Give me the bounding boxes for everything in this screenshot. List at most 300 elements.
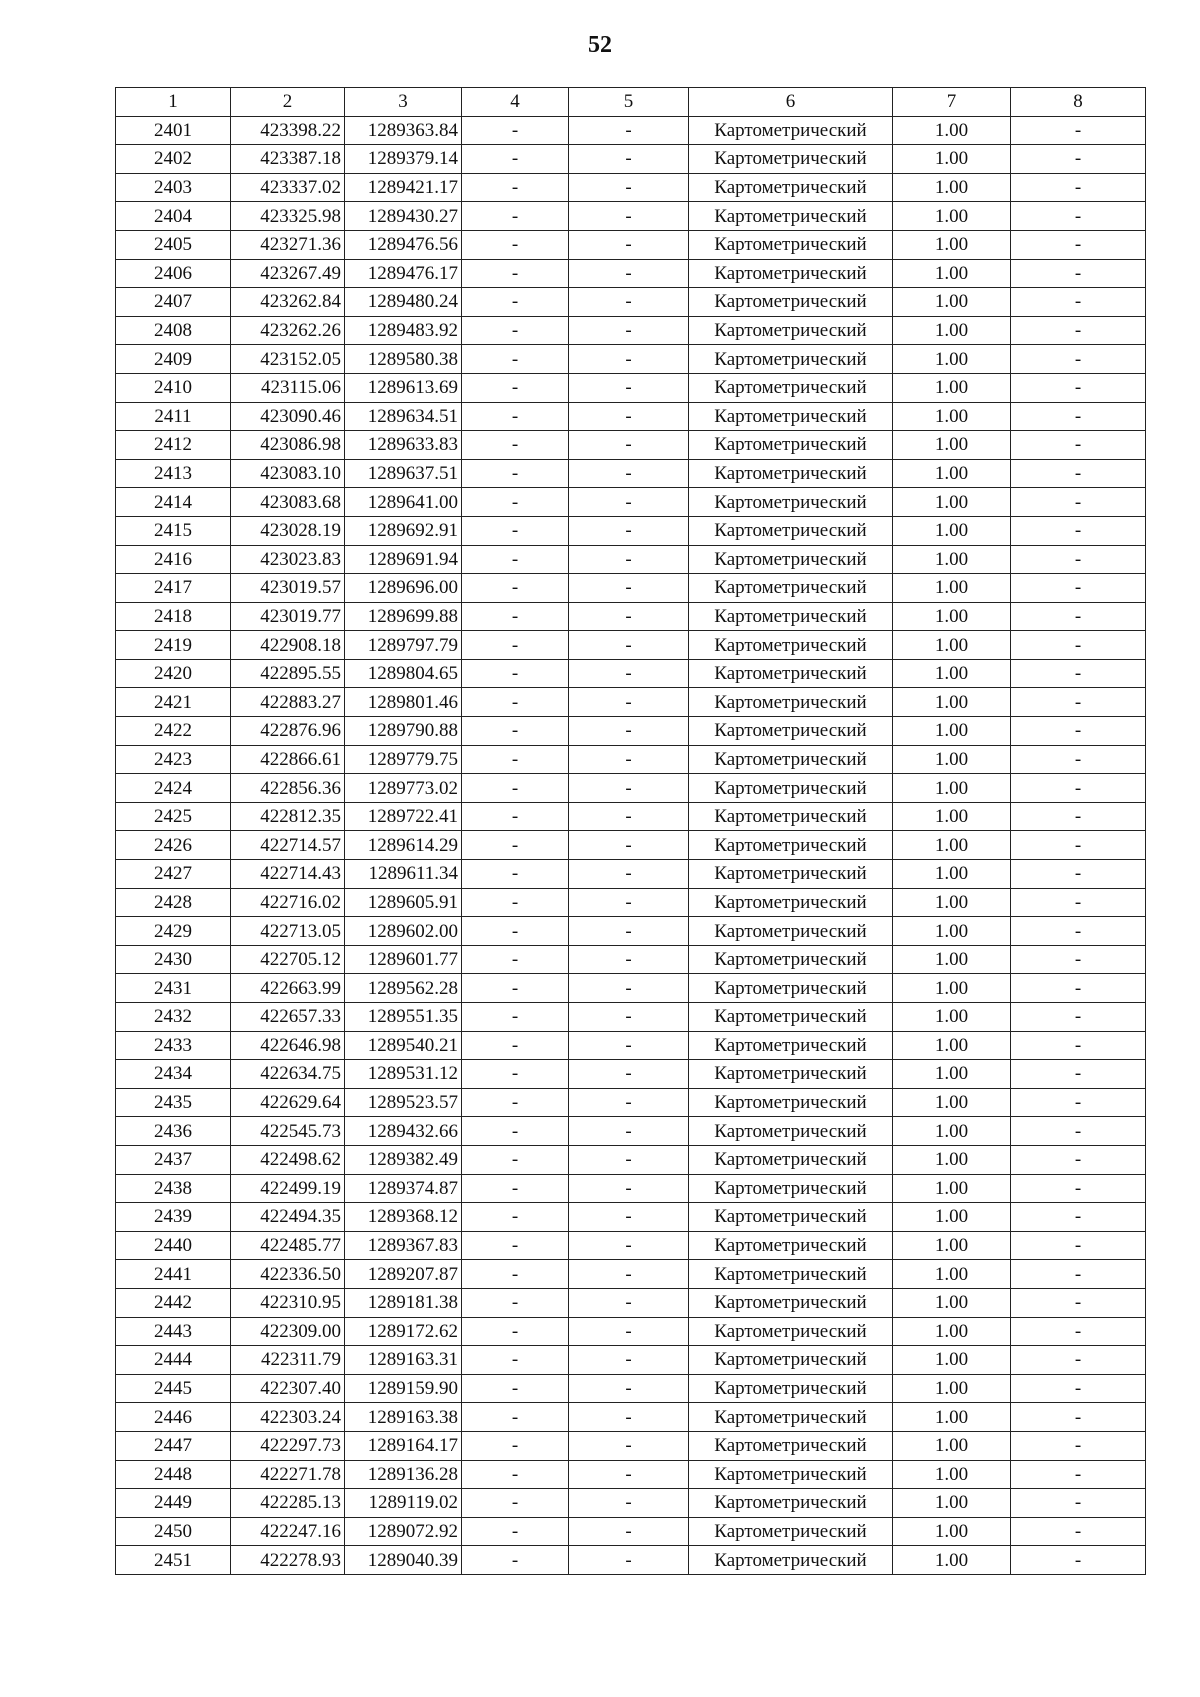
cell-x-coordinate: 422908.18: [231, 631, 345, 660]
cell-y-coordinate: 1289699.88: [345, 602, 462, 631]
table-row: [116, 316, 1146, 345]
cell-x-coordinate: 422309.00: [231, 1317, 345, 1346]
table-row: [116, 202, 1146, 231]
cell-column-5: -: [569, 1489, 689, 1518]
cell-accuracy: 1.00: [893, 831, 1011, 860]
cell-column-5: -: [569, 1088, 689, 1117]
cell-y-coordinate: 1289797.79: [345, 631, 462, 660]
cell-y-coordinate: 1289613.69: [345, 373, 462, 402]
cell-method: Картометрический: [689, 1431, 893, 1460]
cell-column-5: -: [569, 659, 689, 688]
table-row: [116, 1374, 1146, 1403]
table-body: [116, 116, 1146, 1574]
cell-x-coordinate: 422311.79: [231, 1346, 345, 1375]
cell-column-8: -: [1011, 1060, 1146, 1089]
cell-accuracy: 1.00: [893, 774, 1011, 803]
cell-column-5: -: [569, 802, 689, 831]
cell-column-8: -: [1011, 659, 1146, 688]
cell-point-number: 2409: [116, 345, 231, 374]
cell-point-number: 2419: [116, 631, 231, 660]
table-row: [116, 1546, 1146, 1575]
cell-accuracy: 1.00: [893, 1517, 1011, 1546]
cell-column-8: -: [1011, 574, 1146, 603]
cell-method: Картометрический: [689, 345, 893, 374]
cell-y-coordinate: 1289601.77: [345, 945, 462, 974]
cell-y-coordinate: 1289602.00: [345, 917, 462, 946]
cell-column-4: -: [462, 545, 569, 574]
cell-method: Картометрический: [689, 288, 893, 317]
cell-x-coordinate: 423387.18: [231, 145, 345, 174]
column-header-3: 3: [345, 88, 462, 117]
cell-y-coordinate: 1289801.46: [345, 688, 462, 717]
cell-accuracy: 1.00: [893, 1060, 1011, 1089]
cell-accuracy: 1.00: [893, 202, 1011, 231]
cell-method: Картометрический: [689, 116, 893, 145]
table-row: [116, 259, 1146, 288]
cell-column-5: -: [569, 345, 689, 374]
cell-column-4: -: [462, 1003, 569, 1032]
cell-y-coordinate: 1289379.14: [345, 145, 462, 174]
page-number: 52: [588, 32, 612, 58]
cell-method: Картометрический: [689, 1088, 893, 1117]
cell-column-8: -: [1011, 402, 1146, 431]
table-row: [116, 945, 1146, 974]
table-header-row: [116, 88, 1146, 117]
cell-y-coordinate: 1289040.39: [345, 1546, 462, 1575]
cell-column-8: -: [1011, 1031, 1146, 1060]
cell-point-number: 2446: [116, 1403, 231, 1432]
cell-column-8: -: [1011, 173, 1146, 202]
table-row: [116, 488, 1146, 517]
cell-point-number: 2425: [116, 802, 231, 831]
table-row: [116, 688, 1146, 717]
cell-point-number: 2429: [116, 917, 231, 946]
cell-method: Картометрический: [689, 717, 893, 746]
cell-column-5: -: [569, 545, 689, 574]
cell-column-8: -: [1011, 1431, 1146, 1460]
cell-method: Картометрический: [689, 1460, 893, 1489]
cell-point-number: 2424: [116, 774, 231, 803]
cell-accuracy: 1.00: [893, 145, 1011, 174]
cell-point-number: 2427: [116, 860, 231, 889]
cell-y-coordinate: 1289163.38: [345, 1403, 462, 1432]
cell-accuracy: 1.00: [893, 745, 1011, 774]
table-row: [116, 659, 1146, 688]
cell-x-coordinate: 422812.35: [231, 802, 345, 831]
cell-column-4: -: [462, 860, 569, 889]
cell-column-8: -: [1011, 831, 1146, 860]
cell-column-4: -: [462, 316, 569, 345]
cell-column-4: -: [462, 1088, 569, 1117]
table-row: [116, 917, 1146, 946]
column-header-4: 4: [462, 88, 569, 117]
cell-column-4: -: [462, 1403, 569, 1432]
cell-column-4: -: [462, 602, 569, 631]
cell-point-number: 2442: [116, 1288, 231, 1317]
table-row: [116, 1231, 1146, 1260]
cell-point-number: 2441: [116, 1260, 231, 1289]
cell-x-coordinate: 422297.73: [231, 1431, 345, 1460]
cell-column-4: -: [462, 688, 569, 717]
cell-y-coordinate: 1289480.24: [345, 288, 462, 317]
cell-column-4: -: [462, 1145, 569, 1174]
table-row: [116, 1174, 1146, 1203]
cell-point-number: 2408: [116, 316, 231, 345]
cell-accuracy: 1.00: [893, 1431, 1011, 1460]
cell-column-4: -: [462, 173, 569, 202]
cell-column-4: -: [462, 917, 569, 946]
cell-column-4: -: [462, 402, 569, 431]
cell-column-4: -: [462, 1346, 569, 1375]
cell-y-coordinate: 1289773.02: [345, 774, 462, 803]
cell-column-5: -: [569, 745, 689, 774]
table-row: [116, 717, 1146, 746]
cell-point-number: 2451: [116, 1546, 231, 1575]
cell-x-coordinate: 422714.57: [231, 831, 345, 860]
cell-point-number: 2430: [116, 945, 231, 974]
cell-point-number: 2407: [116, 288, 231, 317]
cell-x-coordinate: 423083.68: [231, 488, 345, 517]
cell-column-8: -: [1011, 1403, 1146, 1432]
table-row: [116, 1403, 1146, 1432]
cell-accuracy: 1.00: [893, 345, 1011, 374]
cell-column-5: -: [569, 1546, 689, 1575]
cell-x-coordinate: 422876.96: [231, 717, 345, 746]
cell-column-8: -: [1011, 116, 1146, 145]
cell-point-number: 2439: [116, 1203, 231, 1232]
cell-y-coordinate: 1289181.38: [345, 1288, 462, 1317]
cell-column-4: -: [462, 373, 569, 402]
cell-method: Картометрический: [689, 831, 893, 860]
column-header-7: 7: [893, 88, 1011, 117]
cell-y-coordinate: 1289483.92: [345, 316, 462, 345]
cell-y-coordinate: 1289421.17: [345, 173, 462, 202]
cell-y-coordinate: 1289159.90: [345, 1374, 462, 1403]
cell-x-coordinate: 422705.12: [231, 945, 345, 974]
cell-y-coordinate: 1289562.28: [345, 974, 462, 1003]
cell-column-8: -: [1011, 1546, 1146, 1575]
cell-method: Картометрический: [689, 1346, 893, 1375]
cell-column-5: -: [569, 145, 689, 174]
cell-accuracy: 1.00: [893, 431, 1011, 460]
cell-method: Картометрический: [689, 1403, 893, 1432]
cell-accuracy: 1.00: [893, 1088, 1011, 1117]
cell-column-8: -: [1011, 488, 1146, 517]
cell-point-number: 2433: [116, 1031, 231, 1060]
cell-x-coordinate: 423267.49: [231, 259, 345, 288]
cell-point-number: 2440: [116, 1231, 231, 1260]
cell-method: Картометрический: [689, 917, 893, 946]
cell-accuracy: 1.00: [893, 1374, 1011, 1403]
cell-point-number: 2448: [116, 1460, 231, 1489]
cell-x-coordinate: 422657.33: [231, 1003, 345, 1032]
cell-column-5: -: [569, 860, 689, 889]
cell-x-coordinate: 422271.78: [231, 1460, 345, 1489]
cell-column-5: -: [569, 631, 689, 660]
cell-column-5: -: [569, 1060, 689, 1089]
cell-accuracy: 1.00: [893, 1346, 1011, 1375]
cell-column-8: -: [1011, 373, 1146, 402]
cell-method: Картометрический: [689, 545, 893, 574]
cell-method: Картометрический: [689, 431, 893, 460]
cell-column-5: -: [569, 288, 689, 317]
cell-y-coordinate: 1289540.21: [345, 1031, 462, 1060]
cell-method: Картометрический: [689, 1317, 893, 1346]
cell-method: Картометрический: [689, 974, 893, 1003]
cell-method: Картометрический: [689, 373, 893, 402]
cell-point-number: 2447: [116, 1431, 231, 1460]
cell-x-coordinate: 422895.55: [231, 659, 345, 688]
table-row: [116, 1060, 1146, 1089]
cell-accuracy: 1.00: [893, 116, 1011, 145]
cell-method: Картометрический: [689, 1031, 893, 1060]
cell-method: Картометрический: [689, 602, 893, 631]
cell-column-5: -: [569, 1346, 689, 1375]
cell-column-5: -: [569, 459, 689, 488]
cell-x-coordinate: 422629.64: [231, 1088, 345, 1117]
cell-method: Картометрический: [689, 1489, 893, 1518]
cell-method: Картометрический: [689, 259, 893, 288]
cell-y-coordinate: 1289430.27: [345, 202, 462, 231]
table-row: [116, 459, 1146, 488]
cell-y-coordinate: 1289696.00: [345, 574, 462, 603]
cell-accuracy: 1.00: [893, 1260, 1011, 1289]
cell-column-4: -: [462, 202, 569, 231]
cell-point-number: 2438: [116, 1174, 231, 1203]
cell-accuracy: 1.00: [893, 1489, 1011, 1518]
cell-point-number: 2437: [116, 1145, 231, 1174]
cell-column-8: -: [1011, 345, 1146, 374]
cell-column-8: -: [1011, 230, 1146, 259]
table-row: [116, 831, 1146, 860]
cell-point-number: 2401: [116, 116, 231, 145]
cell-method: Картометрический: [689, 945, 893, 974]
cell-column-5: -: [569, 1260, 689, 1289]
cell-column-4: -: [462, 1117, 569, 1146]
cell-point-number: 2449: [116, 1489, 231, 1518]
cell-x-coordinate: 423028.19: [231, 516, 345, 545]
cell-column-8: -: [1011, 1203, 1146, 1232]
table-row: [116, 1346, 1146, 1375]
cell-x-coordinate: 423115.06: [231, 373, 345, 402]
cell-x-coordinate: 422634.75: [231, 1060, 345, 1089]
cell-accuracy: 1.00: [893, 516, 1011, 545]
cell-column-5: -: [569, 831, 689, 860]
cell-method: Картометрический: [689, 145, 893, 174]
table-row: [116, 288, 1146, 317]
cell-x-coordinate: 422663.99: [231, 974, 345, 1003]
cell-column-5: -: [569, 1174, 689, 1203]
cell-column-8: -: [1011, 1145, 1146, 1174]
cell-column-5: -: [569, 1317, 689, 1346]
table-row: [116, 1203, 1146, 1232]
cell-column-5: -: [569, 173, 689, 202]
cell-method: Картометрический: [689, 1060, 893, 1089]
cell-y-coordinate: 1289634.51: [345, 402, 462, 431]
cell-y-coordinate: 1289072.92: [345, 1517, 462, 1546]
cell-column-8: -: [1011, 888, 1146, 917]
cell-method: Картометрический: [689, 574, 893, 603]
cell-point-number: 2432: [116, 1003, 231, 1032]
cell-point-number: 2411: [116, 402, 231, 431]
cell-x-coordinate: 422545.73: [231, 1117, 345, 1146]
cell-column-8: -: [1011, 945, 1146, 974]
table-row: [116, 888, 1146, 917]
cell-method: Картометрический: [689, 202, 893, 231]
cell-column-5: -: [569, 1117, 689, 1146]
cell-point-number: 2422: [116, 717, 231, 746]
cell-y-coordinate: 1289382.49: [345, 1145, 462, 1174]
cell-method: Картометрический: [689, 1203, 893, 1232]
cell-x-coordinate: 423152.05: [231, 345, 345, 374]
cell-column-8: -: [1011, 1288, 1146, 1317]
cell-point-number: 2402: [116, 145, 231, 174]
column-header-5: 5: [569, 88, 689, 117]
cell-point-number: 2420: [116, 659, 231, 688]
cell-column-5: -: [569, 431, 689, 460]
cell-column-5: -: [569, 1431, 689, 1460]
cell-x-coordinate: 423271.36: [231, 230, 345, 259]
cell-x-coordinate: 423398.22: [231, 116, 345, 145]
cell-accuracy: 1.00: [893, 1288, 1011, 1317]
cell-accuracy: 1.00: [893, 545, 1011, 574]
cell-method: Картометрический: [689, 1117, 893, 1146]
cell-y-coordinate: 1289172.62: [345, 1317, 462, 1346]
cell-y-coordinate: 1289692.91: [345, 516, 462, 545]
table-row: [116, 802, 1146, 831]
cell-column-4: -: [462, 774, 569, 803]
table-row: [116, 1117, 1146, 1146]
cell-column-8: -: [1011, 774, 1146, 803]
cell-column-8: -: [1011, 1231, 1146, 1260]
cell-point-number: 2426: [116, 831, 231, 860]
table-row: [116, 1003, 1146, 1032]
cell-x-coordinate: 422856.36: [231, 774, 345, 803]
cell-y-coordinate: 1289580.38: [345, 345, 462, 374]
cell-column-8: -: [1011, 1489, 1146, 1518]
cell-y-coordinate: 1289119.02: [345, 1489, 462, 1518]
cell-accuracy: 1.00: [893, 1403, 1011, 1432]
cell-column-4: -: [462, 431, 569, 460]
cell-column-8: -: [1011, 545, 1146, 574]
cell-point-number: 2423: [116, 745, 231, 774]
cell-x-coordinate: 422307.40: [231, 1374, 345, 1403]
cell-accuracy: 1.00: [893, 1117, 1011, 1146]
table-row: [116, 1431, 1146, 1460]
cell-point-number: 2404: [116, 202, 231, 231]
cell-method: Картометрический: [689, 402, 893, 431]
cell-point-number: 2421: [116, 688, 231, 717]
cell-column-4: -: [462, 1374, 569, 1403]
cell-accuracy: 1.00: [893, 1174, 1011, 1203]
cell-column-5: -: [569, 402, 689, 431]
cell-column-4: -: [462, 802, 569, 831]
table-row: [116, 974, 1146, 1003]
cell-column-8: -: [1011, 688, 1146, 717]
cell-column-4: -: [462, 945, 569, 974]
cell-column-4: -: [462, 1031, 569, 1060]
cell-column-4: -: [462, 1517, 569, 1546]
cell-column-4: -: [462, 116, 569, 145]
cell-accuracy: 1.00: [893, 1317, 1011, 1346]
cell-accuracy: 1.00: [893, 1031, 1011, 1060]
cell-x-coordinate: 423023.83: [231, 545, 345, 574]
cell-accuracy: 1.00: [893, 659, 1011, 688]
table-row: [116, 373, 1146, 402]
cell-point-number: 2416: [116, 545, 231, 574]
cell-y-coordinate: 1289136.28: [345, 1460, 462, 1489]
cell-y-coordinate: 1289722.41: [345, 802, 462, 831]
cell-point-number: 2410: [116, 373, 231, 402]
cell-column-8: -: [1011, 802, 1146, 831]
cell-method: Картометрический: [689, 1231, 893, 1260]
cell-point-number: 2450: [116, 1517, 231, 1546]
column-header-6: 6: [689, 88, 893, 117]
cell-accuracy: 1.00: [893, 288, 1011, 317]
cell-method: Картометрический: [689, 1260, 893, 1289]
table-row: [116, 1460, 1146, 1489]
cell-column-5: -: [569, 945, 689, 974]
cell-point-number: 2443: [116, 1317, 231, 1346]
cell-column-8: -: [1011, 316, 1146, 345]
cell-method: Картометрический: [689, 230, 893, 259]
cell-method: Картометрический: [689, 888, 893, 917]
cell-x-coordinate: 422303.24: [231, 1403, 345, 1432]
coordinates-table: [115, 87, 1146, 1575]
cell-x-coordinate: 422336.50: [231, 1260, 345, 1289]
cell-y-coordinate: 1289804.65: [345, 659, 462, 688]
cell-column-4: -: [462, 1431, 569, 1460]
cell-column-8: -: [1011, 1460, 1146, 1489]
cell-y-coordinate: 1289523.57: [345, 1088, 462, 1117]
cell-column-8: -: [1011, 631, 1146, 660]
cell-column-4: -: [462, 459, 569, 488]
cell-column-5: -: [569, 1031, 689, 1060]
table-row: [116, 860, 1146, 889]
table-row: [116, 602, 1146, 631]
cell-column-5: -: [569, 917, 689, 946]
cell-point-number: 2413: [116, 459, 231, 488]
cell-column-4: -: [462, 230, 569, 259]
cell-column-4: -: [462, 831, 569, 860]
cell-y-coordinate: 1289476.17: [345, 259, 462, 288]
cell-method: Картометрический: [689, 1145, 893, 1174]
cell-accuracy: 1.00: [893, 688, 1011, 717]
cell-column-4: -: [462, 631, 569, 660]
cell-accuracy: 1.00: [893, 488, 1011, 517]
cell-column-4: -: [462, 345, 569, 374]
cell-x-coordinate: 422716.02: [231, 888, 345, 917]
cell-accuracy: 1.00: [893, 459, 1011, 488]
cell-y-coordinate: 1289363.84: [345, 116, 462, 145]
cell-column-4: -: [462, 1460, 569, 1489]
cell-accuracy: 1.00: [893, 402, 1011, 431]
cell-column-5: -: [569, 1003, 689, 1032]
cell-column-5: -: [569, 774, 689, 803]
cell-accuracy: 1.00: [893, 1460, 1011, 1489]
cell-accuracy: 1.00: [893, 173, 1011, 202]
cell-column-5: -: [569, 1203, 689, 1232]
cell-column-8: -: [1011, 202, 1146, 231]
cell-x-coordinate: 422713.05: [231, 917, 345, 946]
table-row: [116, 1031, 1146, 1060]
table-row: [116, 1288, 1146, 1317]
cell-column-4: -: [462, 516, 569, 545]
cell-column-8: -: [1011, 1374, 1146, 1403]
table-row: [116, 230, 1146, 259]
cell-column-5: -: [569, 602, 689, 631]
cell-accuracy: 1.00: [893, 717, 1011, 746]
